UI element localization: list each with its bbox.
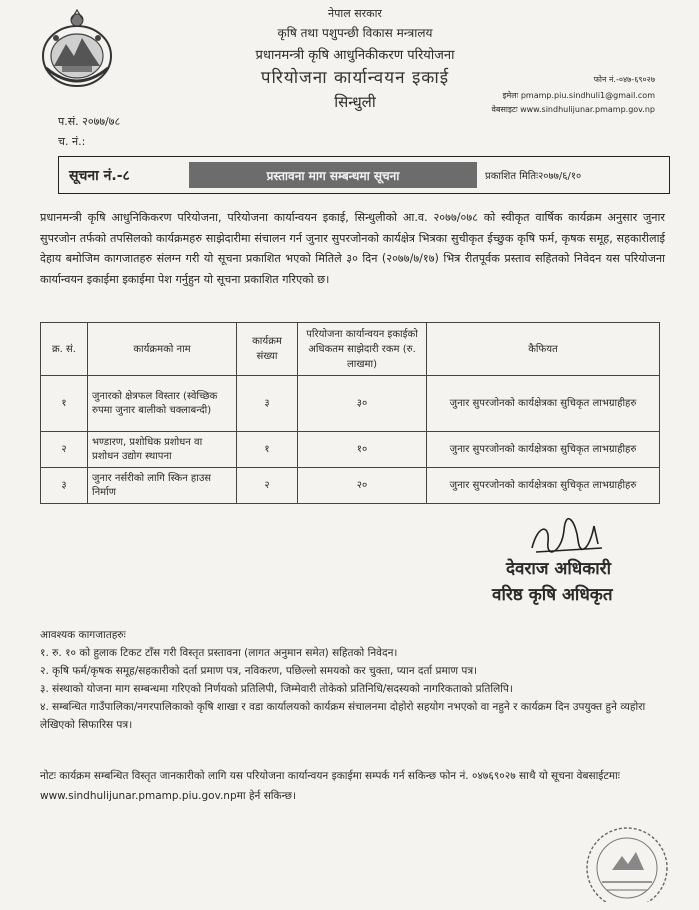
table-row bbox=[41, 468, 660, 504]
program-table bbox=[40, 322, 660, 504]
row-count: ३ bbox=[237, 376, 298, 432]
row-serial: १ bbox=[41, 376, 88, 432]
header-government: नेपाल सरकार bbox=[328, 7, 382, 20]
row-program-name: भण्डारण, प्रशोधिक प्रशोधन वा प्रशोधन उद्योग स्थापना bbox=[88, 432, 237, 468]
row-program-name: जुनार नर्सरीको लागि स्किन हाउस निर्माण bbox=[88, 468, 237, 504]
contact-email: इमेलः pmamp.piu.sindhuli1@gmail.com bbox=[502, 91, 655, 100]
row-count: १ bbox=[237, 432, 298, 468]
contact-phone: फोन नं.-०४७-६९०२७ bbox=[593, 75, 655, 84]
table-header-row bbox=[41, 323, 660, 376]
header-program-count: कार्यक्रम संख्या bbox=[237, 323, 298, 376]
header-ministry: कृषि तथा पशुपन्छी विकास मन्त्रालय bbox=[277, 26, 433, 40]
footer-note: नोटः कार्यक्रम सम्बन्धित विस्तृत जानकारीको लागि यस परियोजना कार्यान्वयन इकाईमा सम्पर्क गर्न सकिन्छ फोन नं. ०४७६९०२७ साथै यो सूचना वेबसाईटमाः www.sindhulijunar.pmamp.piu.gov.npमा हेर्न सकिन्छ। bbox=[40, 770, 620, 802]
header-project: प्रधानमन्त्री कृषि आधुनिकीकरण परियोजना bbox=[255, 48, 455, 63]
header-remarks: कैफियत bbox=[427, 323, 660, 376]
list-item: १. रु. १० को हुलाक टिकट टाँस गरी विस्तृत प्रस्तावना (लागत अनुमान समेत) सहितको निवेदन। bbox=[40, 647, 398, 659]
notice-body: प्रधानमन्त्री कृषि आधुनिकिकरण परियोजना, परियोजना कार्यान्वयन इकाई, सिन्धुलीको आ.व. २०७७/०७८ को स्वीकृत वार्षिक कार्यक्रम अनुसार जुनार सुपरजोन तर्फको तपसिलको कार्यक्रमहरु साझेदारीमा संचालन गर्न जुनार सुपरजोनको कार्यक्षेत्र भित्रका सुचीकृत ईच्छुक कृषि फर्म, कृषक समूह, सहकारीलाई देहाय बमोजिम कागजातहरु संलग्न गरी यो सूचना प्रकाशित भएको मितिले ३० दिन (२०७७/७/१७) भित्र रीतपूर्वक प्रस्ताव सहितको निवेदन यस परियोजना कार्यान्वयन इकाईमा इकाईमा पेश गर्नुहुन यो सूचना प्रकाशित गरिएको छ। bbox=[40, 211, 665, 286]
nepal-emblem-icon bbox=[40, 8, 114, 90]
header-location: सिन्धुली bbox=[334, 93, 376, 111]
row-amount: २० bbox=[298, 468, 427, 504]
notice-title: प्रस्तावना माग सम्बन्धमा सूचना bbox=[189, 162, 477, 188]
row-serial: ३ bbox=[41, 468, 88, 504]
contact-website: वेबसाइटः www.sindhulijunar.pmamp.gov.np bbox=[491, 105, 655, 114]
row-count: २ bbox=[237, 468, 298, 504]
header-program-name: कार्यक्रमको नाम bbox=[88, 323, 237, 376]
notice-number: सूचना नं.-८ bbox=[69, 167, 130, 184]
signatory-name: देवराज अधिकारी bbox=[506, 559, 612, 579]
notice-published-date: प्रकाशित मितिः२०७७/६/१० bbox=[485, 171, 582, 182]
row-serial: २ bbox=[41, 432, 88, 468]
dispatch-number: च. नं.: bbox=[58, 135, 86, 148]
header-amount: परियोजना कार्यान्वयन इकाईको अधिकतम साझेदारी रकम (रु. लाखमा) bbox=[298, 323, 427, 376]
documents-heading: आवश्यक कागजातहरुः bbox=[40, 629, 126, 641]
required-documents bbox=[40, 626, 670, 734]
list-item: ३. संस्थाको योजना माग सम्बन्धमा गरिएको निर्णयको प्रतिलिपी, जिम्मेवारी तोकेको प्रतिनिधि/सदस्यको नागरिकताको प्रतिलिपि। bbox=[40, 683, 513, 695]
header-unit: परियोजना कार्यान्वयन इकाई bbox=[260, 68, 450, 88]
table-row bbox=[41, 432, 660, 468]
signature-scribble-icon bbox=[528, 518, 608, 556]
header-serial: क्र. सं. bbox=[41, 323, 88, 376]
list-item: २. कृषि फर्म/कृषक समूह/सहकारीको दर्ता प्रमाण पत्र, नविकरण, पछिल्लो समयको कर चुक्ता, प्यान दर्ता प्रमाण पत्र। bbox=[40, 665, 478, 677]
row-remarks: जुनार सुपरजोनको कार्यक्षेत्रका सुचिकृत लाभग्राहीहरु bbox=[427, 376, 660, 432]
row-program-name: जुनारको क्षेत्रफल विस्तार (स्वेच्छिक रुपमा जुनार बालीको चक्लाबन्दी) bbox=[88, 376, 237, 432]
office-stamp-icon bbox=[572, 820, 682, 902]
row-amount: ३० bbox=[298, 376, 427, 432]
row-remarks: जुनार सुपरजोनको कार्यक्षेत्रका सुचिकृत लाभग्राहीहरु bbox=[427, 468, 660, 504]
reference-number: प.सं. २०७७/७८ bbox=[58, 115, 121, 128]
notice-bar bbox=[58, 156, 670, 194]
row-amount: १० bbox=[298, 432, 427, 468]
row-remarks: जुनार सुपरजोनको कार्यक्षेत्रका सुचिकृत लाभग्राहीहरु bbox=[427, 432, 660, 468]
table-row bbox=[41, 376, 660, 432]
list-item: ४. सम्बन्धित गाउँपालिका/नगरपालिकाको कृषि शाखा र वडा कार्यालयको कार्यक्रम संचालनमा दोहोरो सहयोग नभएको वा नहुने र कार्यक्रम दिन उपयुक्त हुने व्यहोरा लेखिएको सिफारिस पत्र। bbox=[40, 701, 646, 731]
signatory-title: वरिष्ठ कृषि अधिकृत bbox=[492, 585, 613, 605]
